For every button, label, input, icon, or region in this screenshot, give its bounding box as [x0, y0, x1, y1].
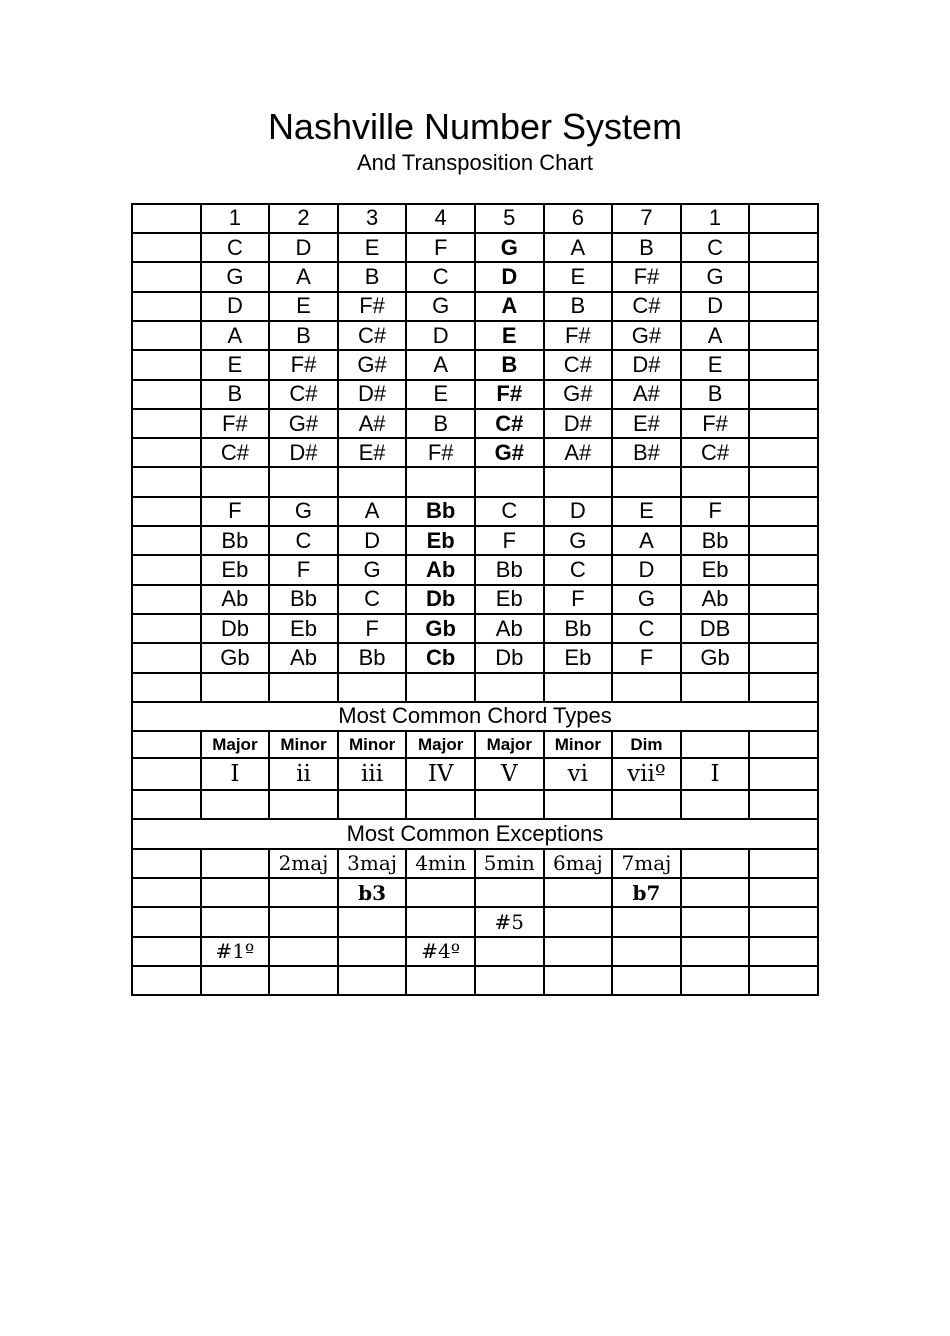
table-cell: D: [544, 497, 613, 526]
table-cell: Bb: [544, 614, 613, 643]
table-row: [132, 585, 818, 614]
table-cell: D#: [338, 380, 407, 409]
table-cell: [612, 907, 681, 936]
table-cell: [132, 585, 201, 614]
table-cell: G: [681, 262, 750, 291]
table-cell: 2: [269, 204, 338, 233]
table-cell: [749, 731, 818, 758]
table-cell: C#: [475, 409, 544, 438]
table-cell: 3maj: [338, 849, 407, 878]
table-cell: [406, 907, 475, 936]
table-cell: F#: [338, 292, 407, 321]
table-cell: A#: [338, 409, 407, 438]
table-cell: D#: [544, 409, 613, 438]
table-cell: G#: [338, 350, 407, 379]
table-cell: A: [201, 321, 270, 350]
table-cell: B: [475, 350, 544, 379]
table-cell: Minor: [269, 731, 338, 758]
table-cell: D#: [612, 350, 681, 379]
table-cell: [544, 878, 613, 907]
table-cell: B: [269, 321, 338, 350]
page-subtitle: And Transposition Chart: [356, 150, 594, 176]
table-cell: Ab: [406, 555, 475, 584]
table-cell: B: [612, 233, 681, 262]
table-cell: #4º: [406, 937, 475, 966]
table-cell: [544, 467, 613, 496]
table-cell: F: [269, 555, 338, 584]
table-cell: [269, 966, 338, 995]
table-row: [132, 555, 818, 584]
table-cell: D: [612, 555, 681, 584]
table-cell: [132, 790, 201, 819]
table-cell: [201, 966, 270, 995]
table-cell: F: [338, 614, 407, 643]
table-cell: Minor: [338, 731, 407, 758]
table-cell: F: [544, 585, 613, 614]
table-cell: [201, 878, 270, 907]
table-cell: [749, 878, 818, 907]
table-cell: [338, 907, 407, 936]
section-title: Most Common Exceptions: [132, 819, 818, 848]
table-row: [132, 233, 818, 262]
table-cell: A: [544, 233, 613, 262]
table-cell: C#: [612, 292, 681, 321]
table-cell: C: [544, 555, 613, 584]
table-cell: [749, 849, 818, 878]
table-cell: Gb: [201, 643, 270, 672]
table-row: [132, 321, 818, 350]
table-cell: Eb: [406, 526, 475, 555]
table-cell: [681, 878, 750, 907]
table-cell: B: [406, 409, 475, 438]
table-row: [132, 673, 818, 702]
table-cell: DB: [681, 614, 750, 643]
transposition-table: [131, 203, 819, 996]
table-cell: Cb: [406, 643, 475, 672]
table-row: [132, 702, 818, 731]
table-cell: I: [201, 758, 270, 790]
table-cell: ii: [269, 758, 338, 790]
table-cell: A: [406, 350, 475, 379]
table-cell: [132, 758, 201, 790]
table-cell: [132, 937, 201, 966]
table-cell: IV: [406, 758, 475, 790]
table-cell: F: [201, 497, 270, 526]
table-cell: Bb: [681, 526, 750, 555]
table-cell: B: [201, 380, 270, 409]
table-cell: B: [338, 262, 407, 291]
table-cell: [132, 467, 201, 496]
table-cell: [544, 790, 613, 819]
table-cell: vi: [544, 758, 613, 790]
table-cell: G: [338, 555, 407, 584]
table-cell: [749, 585, 818, 614]
table-cell: C#: [269, 380, 338, 409]
table-cell: Eb: [681, 555, 750, 584]
table-cell: Minor: [544, 731, 613, 758]
table-cell: Major: [406, 731, 475, 758]
table-cell: C: [612, 614, 681, 643]
table-cell: [749, 526, 818, 555]
table-row: [132, 849, 818, 878]
table-row: [132, 526, 818, 555]
table-body: [132, 204, 818, 995]
table-cell: F: [475, 526, 544, 555]
table-cell: [338, 467, 407, 496]
table-cell: G: [201, 262, 270, 291]
table-cell: 1: [681, 204, 750, 233]
table-cell: [475, 673, 544, 702]
table-cell: [749, 937, 818, 966]
table-cell: [132, 321, 201, 350]
table-row: [132, 966, 818, 995]
table-cell: [132, 292, 201, 321]
page-header: [0, 106, 950, 177]
table-cell: A#: [544, 438, 613, 467]
table-row: [132, 350, 818, 379]
table-cell: [132, 878, 201, 907]
table-row: [132, 262, 818, 291]
table-cell: [406, 790, 475, 819]
table-cell: Ab: [681, 585, 750, 614]
table-cell: [749, 643, 818, 672]
table-cell: [269, 673, 338, 702]
table-cell: [749, 380, 818, 409]
table-cell: E#: [338, 438, 407, 467]
table-cell: [132, 497, 201, 526]
table-cell: [132, 350, 201, 379]
table-cell: G#: [612, 321, 681, 350]
table-cell: [338, 937, 407, 966]
table-cell: [201, 849, 270, 878]
page-title: Nashville Number System: [267, 106, 683, 147]
table-cell: F#: [406, 438, 475, 467]
table-cell: [338, 673, 407, 702]
table-row: [132, 758, 818, 790]
table-cell: Bb: [338, 643, 407, 672]
table-cell: 5: [475, 204, 544, 233]
table-cell: D: [475, 262, 544, 291]
table-cell: [749, 614, 818, 643]
table-cell: G: [269, 497, 338, 526]
table-cell: Gb: [406, 614, 475, 643]
table-cell: [681, 673, 750, 702]
table-cell: 3: [338, 204, 407, 233]
table-cell: Eb: [269, 614, 338, 643]
table-row: [132, 643, 818, 672]
table-cell: Db: [201, 614, 270, 643]
table-cell: [269, 790, 338, 819]
table-cell: [749, 262, 818, 291]
table-cell: [132, 380, 201, 409]
table-cell: E: [612, 497, 681, 526]
table-cell: A: [269, 262, 338, 291]
table-cell: Major: [201, 731, 270, 758]
table-cell: [681, 790, 750, 819]
table-cell: Dim: [612, 731, 681, 758]
table-cell: C: [338, 585, 407, 614]
table-cell: [544, 907, 613, 936]
table-cell: [338, 966, 407, 995]
table-cell: [749, 233, 818, 262]
table-cell: [475, 878, 544, 907]
table-cell: G#: [269, 409, 338, 438]
table-cell: [132, 673, 201, 702]
table-cell: [749, 673, 818, 702]
table-cell: viiº: [612, 758, 681, 790]
table-cell: [132, 233, 201, 262]
table-cell: [749, 497, 818, 526]
table-cell: b7: [612, 878, 681, 907]
table-cell: E: [544, 262, 613, 291]
table-cell: [201, 907, 270, 936]
table-cell: B: [681, 380, 750, 409]
table-cell: [338, 790, 407, 819]
table-cell: F: [406, 233, 475, 262]
table-cell: [201, 673, 270, 702]
table-cell: #5: [475, 907, 544, 936]
table-cell: F#: [201, 409, 270, 438]
table-cell: [132, 907, 201, 936]
table-cell: C#: [681, 438, 750, 467]
table-cell: D: [201, 292, 270, 321]
table-cell: 7: [612, 204, 681, 233]
table-cell: G: [612, 585, 681, 614]
table-cell: [612, 966, 681, 995]
table-cell: A: [681, 321, 750, 350]
table-cell: I: [681, 758, 750, 790]
table-cell: [612, 673, 681, 702]
table-cell: A: [475, 292, 544, 321]
table-cell: 2maj: [269, 849, 338, 878]
table-row: [132, 937, 818, 966]
table-cell: [406, 966, 475, 995]
table-cell: F#: [612, 262, 681, 291]
table-cell: [749, 321, 818, 350]
table-cell: [269, 937, 338, 966]
table-cell: D#: [269, 438, 338, 467]
section-title: Most Common Chord Types: [132, 702, 818, 731]
table-cell: F#: [269, 350, 338, 379]
table-row: [132, 409, 818, 438]
table-cell: Db: [406, 585, 475, 614]
table-row: [132, 204, 818, 233]
table-cell: Bb: [475, 555, 544, 584]
table-cell: [132, 438, 201, 467]
table-cell: 4min: [406, 849, 475, 878]
table-cell: [132, 409, 201, 438]
table-cell: G#: [475, 438, 544, 467]
table-cell: [475, 790, 544, 819]
table-cell: [201, 790, 270, 819]
table-row: [132, 790, 818, 819]
table-cell: [132, 966, 201, 995]
table-cell: G: [406, 292, 475, 321]
table-cell: Bb: [201, 526, 270, 555]
table-row: [132, 731, 818, 758]
table-row: [132, 878, 818, 907]
table-cell: Eb: [475, 585, 544, 614]
table-cell: [269, 878, 338, 907]
table-cell: [749, 758, 818, 790]
table-cell: [749, 467, 818, 496]
table-cell: Major: [475, 731, 544, 758]
table-row: [132, 380, 818, 409]
table-cell: F#: [475, 380, 544, 409]
table-cell: [132, 262, 201, 291]
table-cell: A: [338, 497, 407, 526]
table-cell: 4: [406, 204, 475, 233]
table-cell: E: [269, 292, 338, 321]
table-cell: 6: [544, 204, 613, 233]
table-cell: [132, 849, 201, 878]
table-cell: C#: [338, 321, 407, 350]
table-cell: [612, 467, 681, 496]
table-cell: D: [406, 321, 475, 350]
table-cell: C: [681, 233, 750, 262]
table-cell: F#: [681, 409, 750, 438]
table-cell: Eb: [544, 643, 613, 672]
table-cell: [475, 467, 544, 496]
table-row: [132, 438, 818, 467]
table-cell: [681, 907, 750, 936]
table-cell: B#: [612, 438, 681, 467]
table-cell: Bb: [406, 497, 475, 526]
table-row: [132, 292, 818, 321]
table-cell: [475, 966, 544, 995]
table-row: [132, 819, 818, 848]
table-cell: E: [406, 380, 475, 409]
table-cell: [269, 467, 338, 496]
table-cell: Gb: [681, 643, 750, 672]
table-cell: C#: [201, 438, 270, 467]
table-cell: [749, 790, 818, 819]
table-cell: [201, 467, 270, 496]
table-cell: [544, 937, 613, 966]
table-cell: 5min: [475, 849, 544, 878]
table-cell: A#: [612, 380, 681, 409]
table-cell: [681, 849, 750, 878]
table-cell: [132, 643, 201, 672]
table-cell: 1: [201, 204, 270, 233]
table-cell: E: [681, 350, 750, 379]
table-cell: [406, 467, 475, 496]
table-cell: A: [612, 526, 681, 555]
table-cell: E#: [612, 409, 681, 438]
table-cell: F#: [544, 321, 613, 350]
table-cell: C: [269, 526, 338, 555]
table-cell: E: [201, 350, 270, 379]
table-cell: [132, 526, 201, 555]
table-cell: V: [475, 758, 544, 790]
table-cell: [132, 731, 201, 758]
table-cell: [612, 790, 681, 819]
table-cell: G: [475, 233, 544, 262]
table-cell: Ab: [269, 643, 338, 672]
table-cell: [544, 673, 613, 702]
table-row: [132, 467, 818, 496]
table-cell: G#: [544, 380, 613, 409]
table-cell: [681, 966, 750, 995]
table-cell: [749, 292, 818, 321]
table-cell: [749, 438, 818, 467]
table-cell: [749, 555, 818, 584]
table-cell: #1º: [201, 937, 270, 966]
table-row: [132, 497, 818, 526]
table-cell: F: [612, 643, 681, 672]
table-cell: C: [201, 233, 270, 262]
table-cell: 7maj: [612, 849, 681, 878]
table-cell: [681, 937, 750, 966]
table-cell: D: [338, 526, 407, 555]
table-cell: [132, 614, 201, 643]
table-row: [132, 907, 818, 936]
table-cell: C#: [544, 350, 613, 379]
table-row: [132, 614, 818, 643]
table-cell: [749, 204, 818, 233]
table-cell: 6maj: [544, 849, 613, 878]
table-cell: Ab: [475, 614, 544, 643]
table-cell: [475, 937, 544, 966]
table-cell: [132, 204, 201, 233]
table-cell: Ab: [201, 585, 270, 614]
table-cell: [544, 966, 613, 995]
table-cell: [132, 555, 201, 584]
table-cell: G: [544, 526, 613, 555]
table-cell: E: [475, 321, 544, 350]
table-cell: [612, 937, 681, 966]
table-cell: [749, 350, 818, 379]
table-cell: b3: [338, 878, 407, 907]
table-cell: [681, 467, 750, 496]
table-cell: D: [681, 292, 750, 321]
table-cell: [269, 907, 338, 936]
table-cell: [749, 966, 818, 995]
table-cell: F: [681, 497, 750, 526]
table-cell: E: [338, 233, 407, 262]
table-cell: Bb: [269, 585, 338, 614]
table-cell: [406, 878, 475, 907]
table-cell: D: [269, 233, 338, 262]
table-cell: [749, 907, 818, 936]
table-cell: C: [475, 497, 544, 526]
table-cell: Eb: [201, 555, 270, 584]
table-cell: [406, 673, 475, 702]
table-cell: [681, 731, 750, 758]
table-cell: C: [406, 262, 475, 291]
table-cell: iii: [338, 758, 407, 790]
table-cell: [749, 409, 818, 438]
table-cell: B: [544, 292, 613, 321]
table-cell: Db: [475, 643, 544, 672]
